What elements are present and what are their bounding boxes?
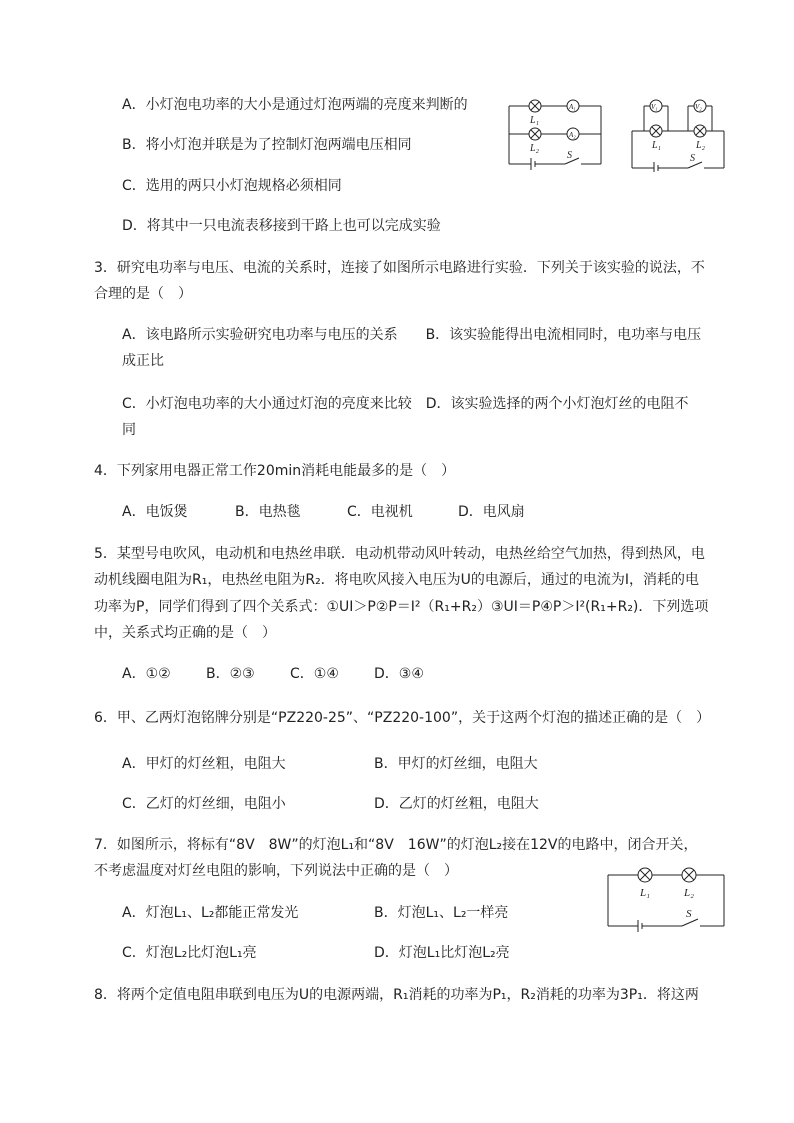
q5-option-a: A．①② <box>122 666 171 682</box>
q6-option-d: D．乙灯的灯丝粗，电阻大 <box>374 796 539 812</box>
q3-stem-line-1: 3．研究电功率与电压、电流的关系时，连接了如图所示电路进行实验．下列关于该实验的说法，不 <box>94 260 705 276</box>
q5-stem-line-4: 中，关系式均正确的是（ ） <box>94 625 276 641</box>
q6-option-c: C．乙灯的灯丝细，电阻小 <box>122 796 286 812</box>
q2-option-a: A．小灯泡电功率的大小是通过灯泡两端的亮度来判断的 <box>122 97 468 113</box>
q7-option-c: C．灯泡L₂比灯泡L₁亮 <box>122 945 257 961</box>
q5-option-c: C．①④ <box>290 666 339 682</box>
q8-stem: 8．将两个定值电阻串联到电压为U的电源两端，R₁消耗的功率为P₁，R₂消耗的功率为3P₁．将这两 <box>94 987 699 1003</box>
series-v2-label: V₂ <box>695 103 702 111</box>
q7-option-a: A．灯泡L₁、L₂都能正常发光 <box>122 905 299 921</box>
series-switch-label: S <box>690 153 695 164</box>
q4-option-b: B．电热毯 <box>235 504 301 520</box>
q4-option-c: C．电视机 <box>347 504 413 520</box>
q7-l1-label: L₁ <box>640 887 650 899</box>
series-l2-label: L₂ <box>696 140 706 151</box>
series-v1-label: V₁ <box>651 103 658 111</box>
q2-option-c: C．选用的两只小灯泡规格必须相同 <box>122 178 342 194</box>
q5-option-b: B．②③ <box>206 666 255 682</box>
q7-stem-line-2: 不考虑温度对灯丝电阻的影响，下列说法中正确的是（ ） <box>94 863 458 879</box>
parallel-a2-label: A₂ <box>569 131 576 139</box>
q3-stem-line-2: 合理的是（ ） <box>94 286 192 302</box>
q6-stem: 6．甲、乙两灯泡铭牌分别是“PZ220-25”、“PZ220-100”，关于这两个灯泡的描述正确的是（ ） <box>94 710 711 726</box>
parallel-l2-label: L₂ <box>530 143 540 154</box>
parallel-a1-label: A₁ <box>569 103 576 111</box>
q3-option-cd: C．小灯泡电功率的大小通过灯泡的亮度来比较 D．该实验选择的两个小灯泡灯丝的电阻不 <box>122 396 689 412</box>
q3-option-d-cont: 同 <box>122 422 136 438</box>
parallel-l1-label: L₁ <box>530 115 540 126</box>
q4-option-d: D．电风扇 <box>458 504 525 520</box>
q2-option-d: D．将其中一只电流表移接到干路上也可以完成实验 <box>122 218 441 234</box>
q5-stem-line-1: 5．某型号电吹风，电动机和电热丝串联．电动机带动风叶转动，电热丝给空气加热，得到热风，电 <box>94 546 705 562</box>
parallel-switch-label: S <box>567 150 572 161</box>
q4-option-a: A．电饭煲 <box>122 504 188 520</box>
q2-option-b: B．将小灯泡并联是为了控制灯泡两端电压相同 <box>122 137 412 153</box>
q5-option-d: D．③④ <box>374 666 424 682</box>
q7-circuit-figure <box>604 864 728 934</box>
q5-stem-line-2: 动机线圈电阻为R₁，电热丝电阻为R₂．将电吹风接入电压为U的电源后，通过的电流为I，消耗的电 <box>94 572 700 588</box>
q6-option-b: B．甲灯的灯丝细，电阻大 <box>374 756 538 772</box>
series-circuit-figure <box>628 96 728 172</box>
q3-option-ab: A．该电路所示实验研究电功率与电压的关系 B．该实验能得出电流相同时，电功率与电压 <box>122 327 702 343</box>
q6-option-a: A．甲灯的灯丝粗，电阻大 <box>122 756 286 772</box>
q7-switch-label: S <box>686 908 692 920</box>
q7-option-b: B．灯泡L₁、L₂一样亮 <box>374 905 509 921</box>
series-l1-label: L₁ <box>652 140 662 151</box>
q7-l2-label: L₂ <box>684 887 694 899</box>
q5-stem-line-3: 功率为P，同学们得到了四个关系式：①UI＞P②P＝I²（R₁+R₂）③UI＝P④P＞I²(R₁+R₂)．下列选项 <box>94 599 709 615</box>
q7-option-d: D．灯泡L₁比灯泡L₂亮 <box>374 945 510 961</box>
q7-stem-line-1: 7．如图所示，将标有“8V 8W”的灯泡L₁和“8V 16W”的灯泡L₂接在12V的电路中，闭合开关， <box>94 837 698 853</box>
q3-option-b-cont: 成正比 <box>122 353 164 369</box>
parallel-circuit-figure <box>505 96 605 172</box>
q4-stem: 4．下列家用电器正常工作20min消耗电能最多的是（ ） <box>94 463 456 479</box>
